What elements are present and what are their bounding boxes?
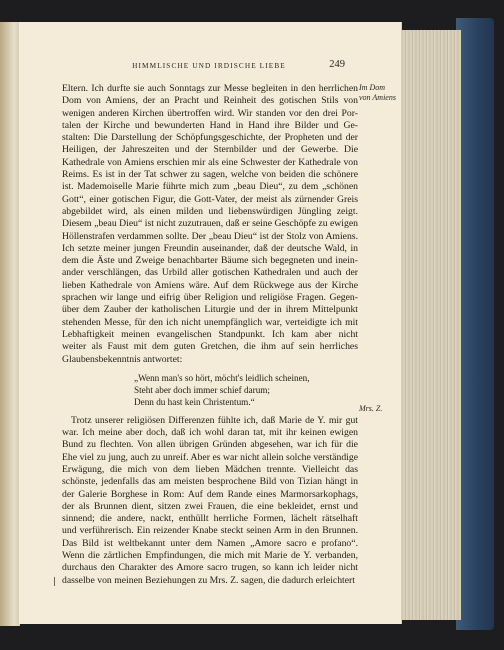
pencil-mark [54,577,55,586]
text-line: Heiligen, der Jahreszeiten und der Sternbilder und der Gewerbe. Die [62,144,358,156]
text-line: lieben Kathedrale von Amiens wäre. Auf dem Rückwege aus der Kirche [62,279,358,291]
book-page [19,22,401,624]
text-line: Ich setzte meiner jungen Freundin auseinander, daß der deutsche Wald, in [62,242,358,254]
text-line: Diesem „beau Dieu“ ist nicht zuzutrauen, daß er seine Geschöpfe zu ewigen [62,218,358,230]
text-line: Das Bild ist weltbekannt unter dem Namen „Amore sacro e profano“. [62,537,358,549]
book-cover-edge [456,18,494,630]
text-line: war. Ich meine aber doch, daß ich wohl daran tat, mit ihr keinen ewigen [62,427,358,439]
margin-note-dom [359,83,396,103]
text-line: stehenden Messe, für den ich nicht unempfänglich war, verteidigte ich mit [62,316,358,328]
text-line: stalten: Die Darstellung der Schöpfungsgeschichte, der Propheten und der [62,132,358,144]
text-line: Ehe viel zu jung, auch zu unreif. Aber es war nicht allein solche verständige [62,451,358,463]
page-stack-edges [397,30,461,620]
text-line: Kathedrale von Amiens erschien mir als eine Schwester der Kathedrale von [62,156,358,168]
text-line: Dom von Amiens, der an Pracht und Reinheit des gotischen Stils von [62,95,358,107]
text-line: Lebhaftigkeit meinen evangelischen Standpunkt. Ich kam aber nicht [62,328,358,340]
margin-note-line: Im Dom [359,83,385,92]
margin-note-line: von Amiens [359,93,396,102]
running-head-title: HIMMLISCHE UND IRDISCHE LIEBE [132,61,286,70]
paragraph-1 [62,83,358,366]
text-line: wenigen anderen Kirchen übertroffen wird. Wir standen vor den drei Por- [62,107,358,119]
margin-note-mrs-z [359,404,382,414]
text-line: Erwägung, die mich von dem lieben Mädchen trennte. Vielleicht das [62,463,358,475]
text-line: „Wenn man's so hört, möcht's leidlich scheinen, [134,372,310,383]
body-text [62,83,358,587]
text-line: Höllenstrafen verdammen sollte. Der „beau Dieu“ ist der Stolz von Amiens. [62,230,358,242]
text-line: Gott“, einer gotischen Figur, die Gott-Vater, der meist als zürnender Greis [62,193,358,205]
text-line: weiter als Faust mit dem guten Gretchen, die ihm auf sein herrliches [62,341,358,353]
text-line: abgebildet wird, als einen milden und liebenswürdigen Jüngling zeigt. [62,205,358,217]
text-line: Denn du hast kein Christentum.“ [134,397,255,408]
text-line: Bund zu flechten. Von allen übrigen Gründen abgesehen, war ich für die [62,439,358,451]
text-line: dem die Äste und Zweige benachbarter Bäume sich begegneten und inein- [62,255,358,267]
text-line: sprachen wir lange und eifrig über Religion und religiöse Fragen. Gegen- [62,292,358,304]
running-head [19,61,401,73]
paragraph-2 [62,415,358,587]
text-line: sinnend; die andere, nackt, enthüllt herrliche Formen, lächelt rätselhaft [62,513,358,525]
text-line: der als Brunnen dient, sitzen zwei Frauen, die eine bekleidet, ernst und [62,500,358,512]
page-number: 249 [329,59,345,70]
text-line: über dem Zauber der katholischen Liturgie und der in ihrem Mittelpunkt [62,304,358,316]
text-line: dasselbe von meinen Beziehungen zu Mrs. Z. sagen, die dadurch erleichtert [62,574,355,586]
text-line: Reims. Es ist in der Tat schwer zu sagen, welche von beiden die schönere [62,169,358,181]
text-line: ist. Mademoiselle Marie führte mich zum „beau Dieu“, zu dem „schönen [62,181,358,193]
text-line: der Galerie Borghese in Rom: Auf dem Rande eines Marmorsarkophags, [62,488,358,500]
text-line: und verführerisch. Ein reizender Knabe steckt seinen Arm in den Brunnen. [62,525,358,537]
text-line: Glaubensbekenntnis antwortet: [62,353,183,365]
margin-note-line: Mrs. Z. [359,404,383,413]
previous-page-edge [0,22,20,626]
text-line: durchaus den Charakter des Amore sacro trugen, so kann ich leider nicht [62,562,358,574]
text-line: ander verschlängen, das Urbild aller gotischen Kathedralen und auch der [62,267,358,279]
text-line: talen der Kirche und bewunderten Hand in Hand ihre Bilder und Ge- [62,119,358,131]
text-line: Steht aber doch immer schief darum; [134,385,270,396]
text-line: schönste, jedenfalls das am meisten besprochene Bild von Tizian hängt in [62,476,358,488]
text-line: Eltern. Ich durfte sie auch Sonntags zur Messe begleiten in den herrlichen [62,83,358,94]
text-line: Wenn die zärtlichen Empfindungen, die mich mit Marie de Y. verbanden, [62,549,358,561]
verse-quotation [62,372,358,409]
text-line: Trotz unserer religiösen Differenzen fühlte ich, daß Marie de Y. mir gut [71,414,358,426]
